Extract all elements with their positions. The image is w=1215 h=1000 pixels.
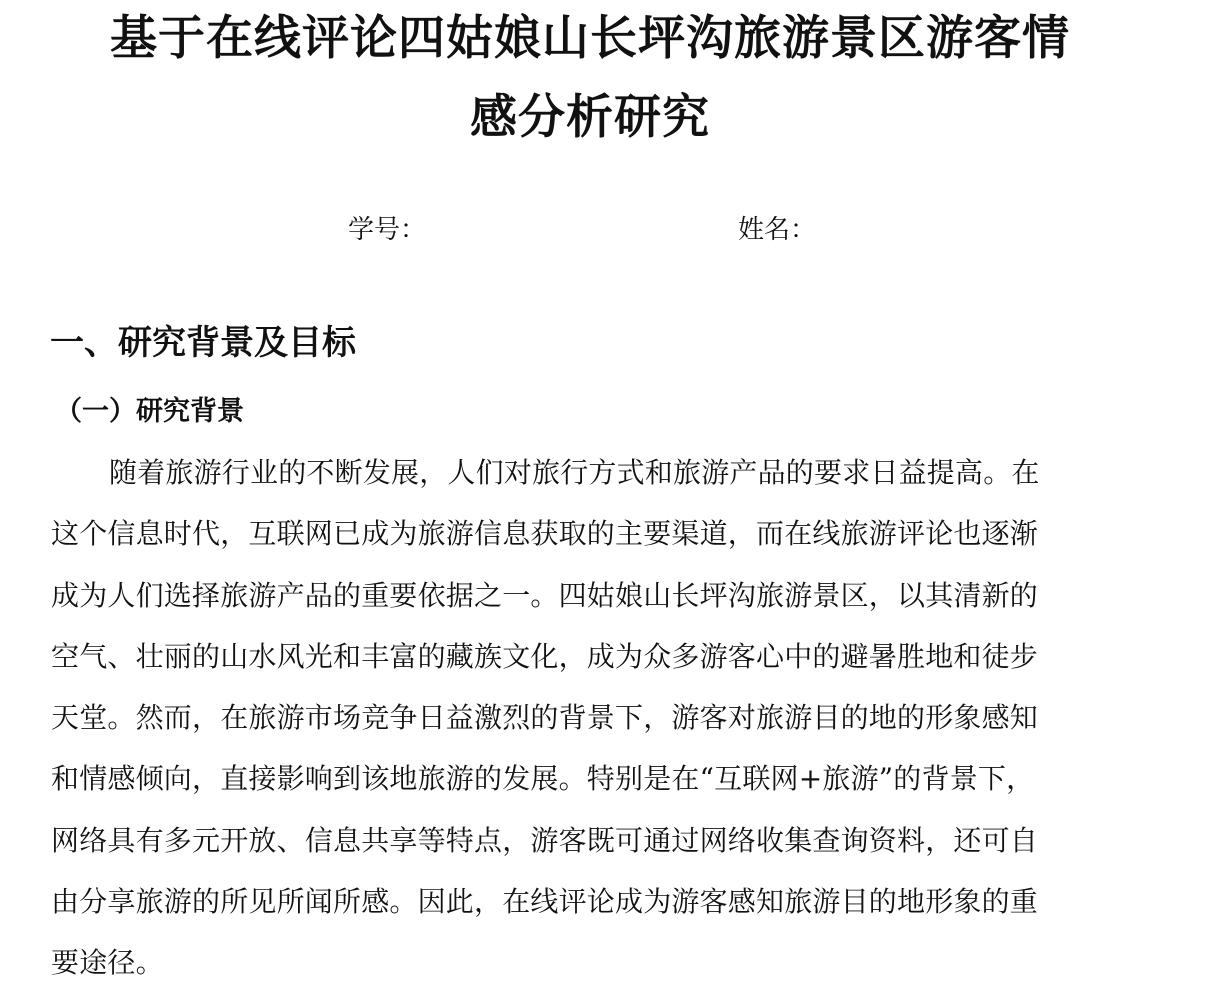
subsection-heading-research-background: （一）研究背景 xyxy=(55,396,244,427)
paragraph-line: 随着旅游行业的不断发展，人们对旅行方式和旅游产品的要求日益提高。在 xyxy=(109,456,1040,489)
paragraph-line: 天堂。然而，在旅游市场竞争日益激烈的背景下，游客对旅游目的地的形象感知 xyxy=(51,701,1039,735)
document-title-line-2: 感分析研究 xyxy=(470,90,710,145)
document-title-line-1: 基于在线评论四姑娘山长坪沟旅游景区游客情 xyxy=(110,11,1070,66)
student-id-label: 学号： xyxy=(348,215,427,245)
paragraph-line: 这个信息时代，互联网已成为旅游信息获取的主要渠道，而在线旅游评论也逐渐 xyxy=(51,517,1039,551)
paragraph-line: 成为人们选择旅游产品的重要依据之一。四姑娘山长坪沟旅游景区，以其清新的 xyxy=(51,578,1039,612)
paragraph-line: 网络具有多元开放、信息共享等特点，游客既可通过网络收集查询资料，还可自 xyxy=(51,823,1039,857)
name-label: 姓名： xyxy=(738,215,817,245)
research-background-paragraph xyxy=(51,448,1131,1000)
paragraph-line: 空气、壮丽的山水风光和丰富的藏族文化，成为众多游客心中的避暑胜地和徒步 xyxy=(51,639,1039,673)
paragraph-line: 和情感倾向，直接影响到该地旅游的发展。特别是在“互联网+旅游”的背景下， xyxy=(51,762,1035,796)
paragraph-line: 由分享旅游的所见所闻所感。因此，在线评论成为游客感知旅游目的地形象的重 xyxy=(51,885,1039,919)
paragraph-line: 要途径。 xyxy=(51,946,164,980)
section-heading-research-background-and-goals: 一、研究背景及目标 xyxy=(50,323,356,363)
